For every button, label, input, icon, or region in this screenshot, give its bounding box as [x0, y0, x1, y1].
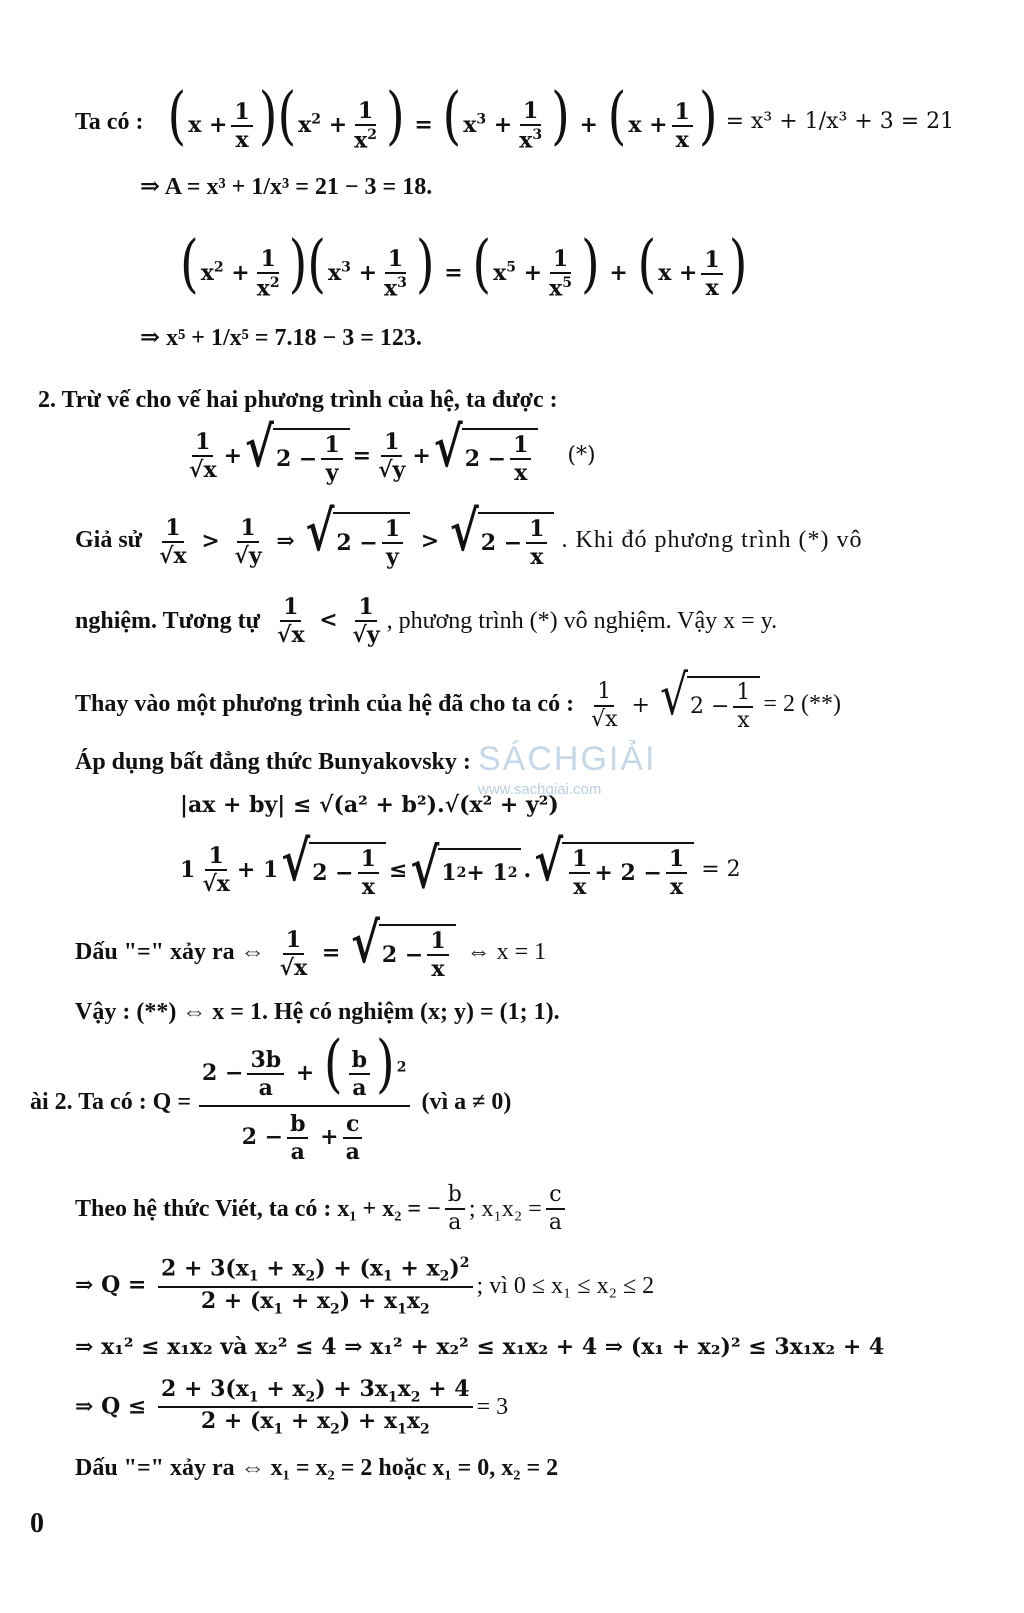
equation-star: $\frac{1}{√x}$ + √ 2 − $\frac{1}{y}$ = $\frac{1}{√y}$ + √ 2 − $\frac{1}{x}$ (*)	[189, 416, 596, 486]
similarly-expression: $\frac{1}{√x}$ < $\frac{1}{√y}$	[277, 594, 380, 648]
q-constraint: ; vì 0 ≤ x₁ ≤ x₂ ≤ 2	[476, 1273, 655, 1300]
star-tag: (*)	[567, 443, 596, 468]
equation-line-1	[75, 79, 955, 154]
a-nonzero-note: (vì a ≠ 0)	[421, 1088, 512, 1115]
q-bound-result: = 3	[476, 1394, 509, 1421]
equation-line-4: ⇒ x⁵ + 1/x⁵ = 7.18 − 3 = 123.	[140, 325, 422, 351]
watermark-logo	[478, 740, 656, 798]
viet-sum-fraction: $\frac{b}{a}$	[445, 1184, 465, 1234]
similarly-label: nghiệm. Tương tự	[75, 608, 261, 634]
substitution-line	[75, 664, 841, 733]
q-fraction: 2 − $\frac{3b}{a}$ + ( $\frac{b}{a}$ ) $^2$ 2 − $\frac{b}{a}$ + $\frac{c}{a}$	[199, 1040, 409, 1163]
section-2-heading: 2. Trừ vế cho vế hai phương trình của hệ, ta được :	[38, 387, 558, 413]
viet-product-fraction: $\frac{c}{a}$	[546, 1184, 565, 1234]
substitution-tail: = 2 (**)	[763, 691, 841, 717]
conclusion-line: Vậy : (**) ⇔ x = 1. Hệ có nghiệm (x; y) = (1; 1).	[75, 999, 560, 1025]
assumption-expression: $\frac{1}{√x}$ > $\frac{1}{√y}$ ⇒ √ 2 − $\frac{1}{y}$ > √ 2 − $\frac{1}{x}$	[152, 512, 557, 568]
product-expression-2: ($x^2$ + $\frac{1}{x^2}$ )($x^3$ + $\frac{1}{x^3}$ ) = ($x^5$ + $\frac{1}{x^5}$ ) + (x + $\frac{1}{x}$ )	[180, 227, 748, 302]
q-bound-line	[75, 1378, 508, 1437]
equality-tail: ⇔ x = 1	[466, 939, 547, 965]
viet-product-label: ; x₁x₂ =	[468, 1196, 542, 1222]
application-result: = 2	[701, 857, 741, 882]
similarly-tail: , phương trình (*) vô nghiệm. Vậy x = y.	[386, 608, 778, 634]
bunyakovsky-inequality: |ax + by| ≤ √(a² + b²).√(x² + y²)	[180, 792, 559, 818]
q-expression: ⇒ Q = $\frac{2 + 3(x_1 + x_2) + (x_1 + x_2)^2}{2 + (x_1 + x_2) + x_1x_2}$	[75, 1256, 477, 1316]
equality-label: Dấu "=" xảy ra ⇔	[75, 939, 265, 965]
watermark-url: www.sachgiai.com	[478, 781, 602, 798]
substitution-expression: $\frac{1}{√x}$ + √ 2 − $\frac{1}{x}$	[584, 676, 763, 732]
product-expression: (x + $\frac{1}{x}$ )($x^2$ + $\frac{1}{x^2}$ ) = ($x^3$ + $\frac{1}{x^3}$ ) + (x + $\frac{1}{x}$ )	[167, 79, 718, 154]
assumption-tail: . Khi đó phương trình (*) vô	[561, 527, 863, 553]
label-ta-co: Ta có :	[75, 108, 144, 135]
equality-condition-line	[75, 912, 547, 982]
bunyakovsky-heading: Áp dụng bất đẳng thức Bunyakovsky :	[75, 749, 471, 775]
viet-text: Theo hệ thức Viét, ta có : x₁ + x₂ = −	[75, 1196, 441, 1222]
final-equality-line: Dấu "=" xảy ra ⇔ x₁ = x₂ = 2 hoặc x₁ = 0, x₂ = 2	[75, 1455, 559, 1481]
equality-expression: $\frac{1}{√x}$ = √ 2 − $\frac{1}{x}$	[273, 924, 459, 980]
equation-line-2: ⇒ A = x³ + 1/x³ = 21 − 3 = 18.	[140, 174, 433, 200]
page-number: 0	[30, 1508, 44, 1539]
watermark-brand: SÁCHGIẢI	[478, 740, 657, 778]
equation-line-3	[178, 227, 749, 302]
line1-result: = x³ + 1/x³ + 3 = 21	[725, 108, 955, 134]
problem-2-line	[30, 1027, 512, 1165]
substitution-text: Thay vào một phương trình của hệ đã cho ta có :	[75, 691, 575, 717]
q-bound-expression: ⇒ Q ≤ $\frac{2 + 3(x_1 + x_2) + 3x_1x_2 + 4}{2 + (x_1 + x_2) + x_1x_2}$	[75, 1378, 477, 1437]
problem-2-label: ài 2. Ta có : Q =	[30, 1088, 192, 1115]
viet-line	[75, 1184, 569, 1234]
q-expression-line	[75, 1256, 654, 1316]
assumption-line	[75, 500, 863, 570]
similarly-line	[75, 596, 777, 646]
inequality-chain-line: ⇒ x₁² ≤ x₁x₂ và x₂² ≤ 4 ⇒ x₁² + x₂² ≤ x₁x₂ + 4 ⇒ (x₁ + x₂)² ≤ 3x₁x₂ + 4	[75, 1334, 885, 1360]
assume-label: Giả sử	[75, 527, 143, 553]
bunyakovsky-application: 1 $\frac{1}{√x}$ + 1 √ 2 − $\frac{1}{x}$ ≤ √ 1 2 + 1 2 . √ $\frac{1}{x}$ + 2 − $\frac{1}{x}$ = 2	[180, 830, 741, 902]
